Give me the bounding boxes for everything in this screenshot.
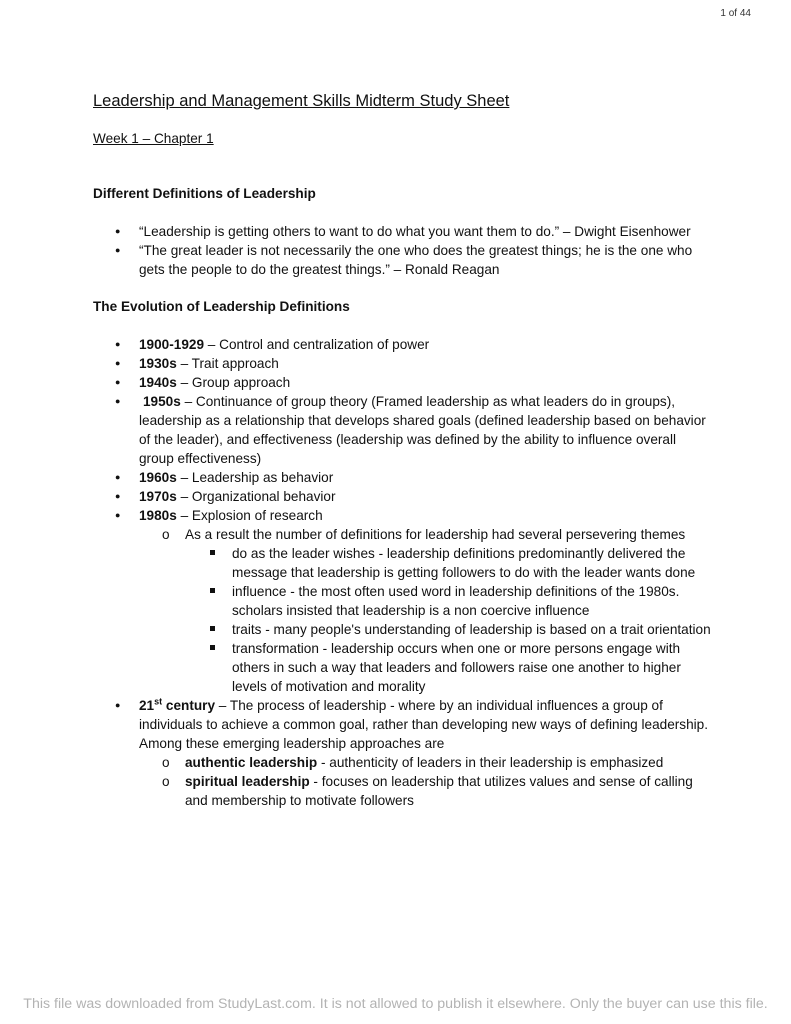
research-sublist xyxy=(139,525,713,696)
approach-term: spiritual leadership xyxy=(185,774,310,789)
era-period: 1960s xyxy=(139,470,177,485)
approach-term: authentic leadership xyxy=(185,755,318,770)
section-heading-definitions: Different Definitions of Leadership xyxy=(93,186,316,201)
section-heading-evolution: The Evolution of Leadership Definitions xyxy=(93,299,350,314)
list-item: ● “Leadership is getting others to want to do what you want them to do.” – Dwight Eisenhower xyxy=(93,222,713,241)
approaches-list xyxy=(139,753,713,810)
list-item: do as the leader wishes - leadership definitions predominantly delivered the message that leadership is getting followers to do with the leader wants done xyxy=(185,544,713,582)
era-text: – Continuance of group theory (Framed leadership as what leaders do in groups), leadership as a relationship that develops shared goals (defined leadership based on behavior of the leader), and effectiveness (leadership was defined by the ability to influence overall group effectiveness) xyxy=(139,394,706,466)
list-item xyxy=(93,354,713,373)
document-body xyxy=(93,92,713,810)
era-period: 1980s xyxy=(139,508,177,523)
list-item: ● “The great leader is not necessarily the one who does the greatest things; he is the one who gets the people to do the greatest things.” – Ronald Reagan xyxy=(93,241,713,279)
era-period: 1900-1929 xyxy=(139,337,205,352)
list-item xyxy=(93,468,713,487)
list-item xyxy=(93,392,713,468)
era-text: – Explosion of research xyxy=(176,508,323,523)
eras-list xyxy=(93,335,713,810)
list-item xyxy=(139,525,713,696)
list-item xyxy=(139,753,713,772)
era-text: – Leadership as behavior xyxy=(176,470,334,485)
era-period: 1930s xyxy=(139,356,177,371)
era-period: 1950s xyxy=(143,394,181,409)
download-watermark-footer: This file was downloaded from StudyLast.com. It is not allowed to publish it elsewhere. Only the buyer can use this file. xyxy=(23,996,768,1012)
century-word: century xyxy=(162,698,216,713)
list-item: traits - many people's understanding of leadership is based on a trait orientation xyxy=(185,620,713,639)
list-item: transformation - leadership occurs when one or more persons engage with others in such a way that leaders and followers raise one another to higher levels of motivation and morality xyxy=(185,639,713,696)
list-item xyxy=(93,696,713,810)
century-label xyxy=(139,698,215,713)
list-item: influence - the most often used word in leadership definitions of the 1980s. scholars insisted that leadership is a non coercive influence xyxy=(185,582,713,620)
era-text: – Control and centralization of power xyxy=(204,337,430,352)
research-result: As a result the number of definitions for leadership had several persevering themes xyxy=(185,527,686,542)
era-period: 1940s xyxy=(139,375,177,390)
week-subtitle: Week 1 – Chapter 1 xyxy=(93,131,214,146)
list-item xyxy=(93,506,713,696)
quotes-list xyxy=(93,222,713,279)
list-item xyxy=(93,335,713,354)
list-item xyxy=(93,487,713,506)
era-text: – Group approach xyxy=(176,375,291,390)
era-text: – Trait approach xyxy=(176,356,279,371)
century-text: – The process of leadership - where by an individual influences a group of individuals to achieve a common goal, rather than developing new ways of defining leadership. Among these emerging leadership approaches are xyxy=(139,698,709,751)
century-suffix: st xyxy=(154,696,163,707)
list-item xyxy=(139,772,713,810)
approach-text: - authenticity of leaders in their leadership is emphasized xyxy=(317,755,664,770)
era-text: – Organizational behavior xyxy=(176,489,336,504)
era-period: 1970s xyxy=(139,489,177,504)
themes-list xyxy=(185,544,713,696)
document-title: Leadership and Management Skills Midterm Study Sheet xyxy=(93,92,510,110)
approach-text: - focuses on leadership that utilizes values and sense of calling and membership to motivate followers xyxy=(185,774,693,808)
list-item xyxy=(93,373,713,392)
century-number: 21 xyxy=(139,698,155,713)
page-indicator: 1 of 44 xyxy=(720,8,751,19)
